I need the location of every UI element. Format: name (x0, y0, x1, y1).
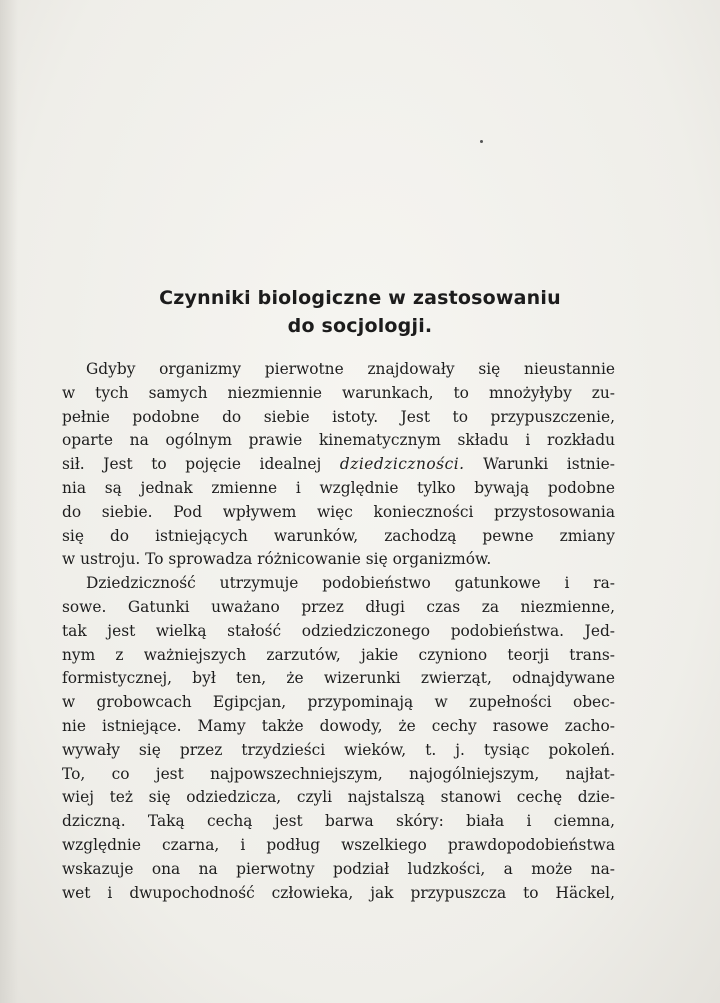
text-line: wywały się przez trzydzieści wieków, t. j. tysiąc pokoleń. (62, 740, 615, 759)
text-line: nie istniejące. Mamy także dowody, że cechy rasowe zacho- (62, 717, 615, 735)
text-line (62, 453, 615, 476)
ink-speck (480, 140, 483, 143)
text-line: Dziedziczność utrzymuje podobieństwo gatunkowe i ra- (86, 574, 615, 593)
text-line: nym z ważniejszych zarzutów, jakie czyniono teorji trans- (62, 645, 615, 664)
text-line: wskazuje ona na pierwotny podział ludzkości, a może na- (62, 859, 615, 878)
text-line: się do istniejących warunków, zachodzą pewne zmiany (62, 526, 615, 545)
chapter-title-line-2: do socjologji. (287, 315, 433, 337)
text-line: formistycznej, był ten, że wizerunki zwierząt, odnajdywane (62, 669, 615, 688)
text-line: tak jest wielką stałość odziedziczonego podobieństwa. Jed- (62, 621, 615, 640)
text-line: dziczną. Taką cechą jest barwa skóry: biała i ciemna, (62, 812, 615, 831)
text-line: w tych samych niezmiennie warunkach, to mnożyłyby zu- (62, 383, 615, 402)
text-line: nia są jednak zmienne i względnie tylko bywają podobne (62, 479, 615, 497)
text-segment: sił. Jest to pojęcie idealnej (62, 455, 322, 474)
emphasized-term: dziedziczności. (339, 455, 465, 474)
page-edge-shadow (0, 0, 18, 1003)
text-line: sowe. Gatunki uważano przez długi czas za niezmienne, (62, 598, 615, 616)
text-line: Gdyby organizmy pierwotne znajdowały się nieustannie (86, 360, 615, 378)
text-line: oparte na ogólnym prawie kinematycznym składu i rozkładu (62, 431, 615, 450)
text-line: pełnie podobne do siebie istoty. Jest to przypuszczenie, (62, 407, 615, 426)
text-segment: Warunki istnie- (483, 455, 615, 474)
text-line: względnie czarna, i podług wszelkiego prawdopodobieństwa (62, 836, 615, 854)
text-line: To, co jest najpowszechniejszym, najogólniejszym, najłat- (62, 764, 615, 783)
text-line: wiej też się odziedzicza, czyli najstalszą stanowi cechę dzie- (62, 788, 615, 807)
text-line: do siebie. Pod wpływem więc konieczności przystosowania (62, 502, 615, 521)
text-line: w ustroju. To sprowadza różnicowanie się organizmów. (62, 550, 492, 569)
text-line: w grobowcach Egipcjan, przypominają w zupełności obec- (62, 693, 615, 712)
text-line: wet i dwupochodność człowieka, jak przypuszcza to Häckel, (62, 883, 615, 902)
chapter-title-line-1: Czynniki biologiczne w zastosowaniu (159, 287, 561, 309)
